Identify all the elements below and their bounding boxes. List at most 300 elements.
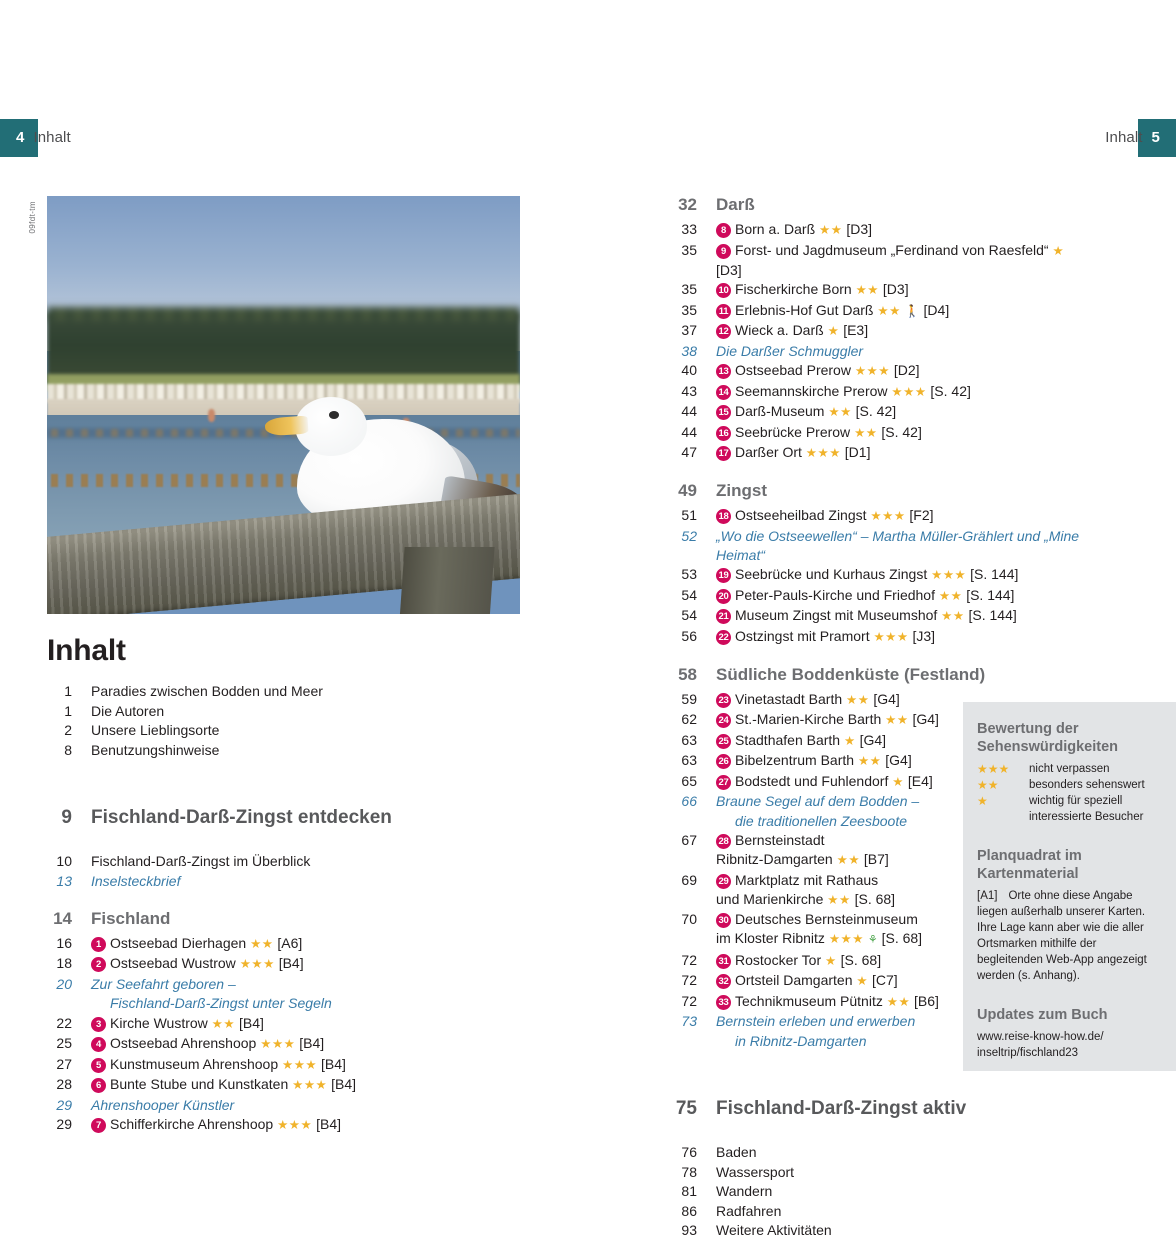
toc-entry[interactable] xyxy=(672,1182,1092,1201)
toc-page-number: 16 xyxy=(56,934,72,951)
rating-legend-row xyxy=(977,761,1161,777)
seagull-photo xyxy=(47,196,520,614)
running-head-right xyxy=(1105,129,1160,146)
toc-feature-entry[interactable] xyxy=(47,994,517,1013)
map-square-reference: [D1] xyxy=(844,444,871,460)
toc-page-number: 10 xyxy=(56,853,72,869)
sight-number-badge: 25 xyxy=(716,734,731,749)
toc-entry-label: 26 Bibelzentrum Barth ★★ [G4] xyxy=(716,751,1092,771)
map-square-reference: [G4] xyxy=(912,711,939,727)
toc-entry-label: 6 Bunte Stube und Kunstkaten ★★★ [B4] xyxy=(91,1075,517,1095)
toc-entry[interactable] xyxy=(672,586,1092,606)
toc-page-number: 37 xyxy=(681,322,697,338)
toc-entry-label: 32 Ortsteil Damgarten ★ [C7] xyxy=(716,971,1092,991)
toc-feature-entry[interactable] xyxy=(672,342,1092,361)
toc-page-number: 75 xyxy=(675,1098,697,1119)
toc-entry-label: 5 Kunstmuseum Ahrenshoop ★★★ [B4] xyxy=(91,1055,517,1075)
sight-number-badge: 22 xyxy=(716,630,731,645)
star-rating: ★★ xyxy=(877,303,901,318)
map-square-reference: [G4] xyxy=(885,752,912,768)
star-rating: ★★★ xyxy=(292,1078,328,1092)
map-square-reference: [A6] xyxy=(277,934,303,951)
sight-number-badge: 3 xyxy=(91,1017,106,1032)
toc-page-number: 49 xyxy=(678,481,697,500)
star-rating: ★★★ xyxy=(828,932,864,946)
star-rating: ★★ xyxy=(857,754,882,768)
map-square-reference: [B4] xyxy=(316,1116,341,1132)
sight-number-badge: 16 xyxy=(716,426,731,441)
toc-entry[interactable] xyxy=(47,1115,517,1135)
toc-entry-label: 1 Ostseebad Dierhagen ★★ [A6] xyxy=(91,934,517,954)
toc-entry-label: 11 Erlebnis-Hof Gut Darß ★★ 🚶 [D4] xyxy=(716,301,1092,321)
toc-entry-label: 28 Bernsteinstadt Ribnitz-Damgarten ★★ [B7] xyxy=(716,832,889,867)
star-rating: ★★★ xyxy=(805,446,841,460)
map-square-reference: [B7] xyxy=(863,851,889,867)
toc-part-heading[interactable] xyxy=(672,1094,1092,1124)
star-rating: ★ xyxy=(892,774,904,789)
updates-title: Updates zum Buch xyxy=(977,1007,1108,1023)
sight-number-badge: 7 xyxy=(91,1118,106,1133)
toc-feature-continuation: Fischland-Darß-Zingst unter Segeln xyxy=(110,995,332,1011)
toc-entry-label: Braune Segel auf dem Bodden – xyxy=(716,793,920,809)
star-rating: ★ xyxy=(843,733,856,748)
toc-page-number: 44 xyxy=(681,423,697,440)
toc-entry-label: 16 Seebrücke Prerow ★★ [S. 42] xyxy=(716,423,1092,443)
star-rating: ★★ xyxy=(886,994,911,1009)
sight-number-badge: 18 xyxy=(716,509,731,524)
toc-entry-label: 29 Marktplatz mit Rathaus und Marienkirche ★★ [S. 68] xyxy=(716,871,896,907)
toc-page-number: 29 xyxy=(56,1116,72,1132)
toc-entry[interactable] xyxy=(47,954,517,974)
map-square-reference: [B4] xyxy=(238,1014,264,1031)
map-square-reference: [S. 42] xyxy=(930,382,971,399)
map-square-reference: [B4] xyxy=(278,955,304,971)
toc-entry-label: 30 Deutsches Bernsteinmuseum im Kloster Ribnitz ★★★ ⚘ [S. 68] xyxy=(716,911,923,946)
toc-spacer xyxy=(47,760,517,779)
toc-page-number: 54 xyxy=(681,586,697,603)
toc-entry-label-line2: und Marienkirche xyxy=(716,890,828,907)
toc-page-number: 66 xyxy=(681,793,697,809)
toc-entry-label: Baden xyxy=(716,1144,757,1160)
toc-entry-label: Die Autoren xyxy=(91,702,165,719)
sight-number-badge: 23 xyxy=(716,693,731,708)
map-square-reference: [J3] xyxy=(912,627,936,644)
toc-entry-label: „Wo die Ostseewellen“ – Martha Müller-Grählert und „Mine Heimat“ xyxy=(716,527,1080,563)
toc-page-number: 2 xyxy=(64,722,72,738)
toc-entry[interactable] xyxy=(672,402,1092,422)
map-square-reference: [D3] xyxy=(882,281,909,297)
star-rating: ★★ xyxy=(846,692,870,707)
toc-page-number: 76 xyxy=(681,1144,697,1160)
toc-entry-label: Bernstein erleben und erwerben xyxy=(716,1013,916,1029)
toc-page-number: 22 xyxy=(56,1014,72,1031)
toc-page-number: 1 xyxy=(64,683,72,699)
star-rating: ★★ xyxy=(885,713,909,727)
updates-url xyxy=(977,1029,1161,1061)
toc-entry-label: 9 Forst- und Jagdmuseum „Ferdinand von Raesfeld“ ★ [D3] xyxy=(716,241,1065,278)
sight-number-badge: 9 xyxy=(716,244,731,259)
star-rating: ★★★ xyxy=(870,509,906,523)
cover-photo-wrap xyxy=(28,196,520,614)
map-square-reference: [G4] xyxy=(873,690,900,707)
toc-entry-label: Ahrenshooper Künstler xyxy=(91,1096,235,1113)
map-square-reference: [S. 144] xyxy=(966,586,1015,603)
rating-legend-title-line1: Bewertung der xyxy=(977,721,1079,737)
toc-entry-label: Wassersport xyxy=(716,1163,795,1180)
map-square-reference: [S. 144] xyxy=(970,566,1019,582)
toc-entry-label: 27 Bodstedt und Fuhlendorf ★ [E4] xyxy=(716,772,1092,792)
left-running-title: Inhalt xyxy=(33,129,71,146)
toc-feature-continuation: die traditionellen Zeesboote xyxy=(735,812,908,829)
star-rating: ★★★ xyxy=(891,384,927,399)
toc-page-number: 28 xyxy=(56,1076,72,1092)
toc-page-number: 51 xyxy=(681,507,697,523)
toc-spacer xyxy=(47,839,517,852)
map-legend-tag: [A1] xyxy=(977,890,998,902)
toc-entry-label: Fischland-Darß-Zingst im Überblick xyxy=(91,853,311,869)
toc-entry[interactable] xyxy=(47,682,517,701)
toc-entry-label: Benutzungshinweise xyxy=(91,741,220,758)
toc-page-number: 18 xyxy=(56,955,72,971)
toc-entry-label: 17 Darßer Ort ★★★ [D1] xyxy=(716,443,1092,463)
toc-entry-label: 15 Darß-Museum ★★ [S. 42] xyxy=(716,402,1092,422)
toc-page-number: 81 xyxy=(681,1183,697,1199)
star-rating: ★★ xyxy=(828,405,852,419)
map-square-reference: [D4] xyxy=(923,301,950,318)
rating-legend-row xyxy=(977,793,1161,809)
star-rating: ★★★ xyxy=(277,1118,313,1132)
map-square-reference: [S. 42] xyxy=(855,403,897,419)
sight-number-badge: 6 xyxy=(91,1078,106,1093)
toc-entry-label: 4 Ostseebad Ahrenshoop ★★★ [B4] xyxy=(91,1034,517,1054)
toc-section-heading[interactable] xyxy=(672,478,1092,504)
left-page-number: 4 xyxy=(16,129,25,146)
sight-number-badge: 29 xyxy=(716,874,731,889)
sight-number-badge: 24 xyxy=(716,713,731,728)
toc-page-number: 54 xyxy=(681,607,697,623)
rating-legend-label: wichtig für speziell xyxy=(1029,795,1123,807)
toc-page-number: 33 xyxy=(681,221,697,237)
map-square-reference: [G4] xyxy=(859,731,887,748)
toc-entry-label: Südliche Boddenküste (Festland) xyxy=(716,664,986,684)
toc-entry-label: 14 Seemannskirche Prerow ★★★ [S. 42] xyxy=(716,382,1092,402)
seagull-eye xyxy=(329,411,339,419)
toc-entry[interactable] xyxy=(47,934,517,954)
toc-page-number: 72 xyxy=(681,951,697,968)
toc-page-number: 67 xyxy=(681,832,697,848)
map-square-reference: [E3] xyxy=(843,322,869,338)
running-head-left xyxy=(16,129,71,146)
toc-page-number: 35 xyxy=(681,241,697,258)
child-friendly-icon: 🚶 xyxy=(904,303,920,318)
toc-entry-label: Fischland-Darß-Zingst aktiv xyxy=(716,1098,967,1119)
toc-entry[interactable] xyxy=(672,627,1092,647)
toc-entry-label: Inselsteckbrief xyxy=(91,872,181,889)
toc-entry-label: 20 Peter-Pauls-Kirche und Friedhof ★★ [S. 144] xyxy=(716,586,1092,606)
sight-number-badge: 5 xyxy=(91,1058,106,1073)
toc-entry-label: 31 Rostocker Tor ★ [S. 68] xyxy=(716,951,1092,971)
page-title: Inhalt xyxy=(47,634,126,667)
map-square-reference: [D3] xyxy=(846,221,873,237)
toc-entry[interactable] xyxy=(47,1014,517,1034)
toc-page-number: 1 xyxy=(64,702,72,719)
toc-page-number: 43 xyxy=(681,382,697,399)
toc-entry[interactable] xyxy=(47,741,517,760)
map-legend-body: Orte ohne diese Angabe liegen außerhalb unserer Karten. Ihre Lage kann aber wie die aller Ortsmarken mithilfe der begleitenden Web-App angezeigt werden (s. Anhang). xyxy=(977,890,1147,982)
toc-section-heading[interactable] xyxy=(672,192,1092,218)
rating-legend-row xyxy=(977,777,1161,793)
sight-number-badge: 28 xyxy=(716,834,731,849)
toc-entry-label: 10 Fischerkirche Born ★★ [D3] xyxy=(716,280,1092,300)
toc-page-number: 93 xyxy=(681,1222,697,1238)
sight-number-badge: 19 xyxy=(716,568,731,583)
star-rating: ★★ xyxy=(836,853,861,867)
map-square-reference: [B4] xyxy=(321,1055,346,1072)
toc-spacer xyxy=(672,1130,1092,1143)
toc-page-number: 65 xyxy=(681,772,697,789)
right-running-title: Inhalt xyxy=(1105,129,1143,146)
rating-legend-rows xyxy=(977,761,1161,825)
toc-page-number: 8 xyxy=(64,741,72,758)
star-rating: ★ xyxy=(856,974,869,988)
star-rating: ★★★ xyxy=(282,1057,318,1072)
map-square-reference: [B4] xyxy=(331,1076,357,1092)
toc-page-number: 72 xyxy=(681,992,697,1009)
toc-entry-label: Paradies zwischen Bodden und Meer xyxy=(91,683,323,699)
toc-page-number: 52 xyxy=(681,527,697,544)
sight-number-badge: 33 xyxy=(716,995,731,1010)
toc-entry-label: 7 Schifferkirche Ahrenshoop ★★★ [B4] xyxy=(91,1115,517,1135)
toc-page-number: 78 xyxy=(681,1163,697,1180)
map-square-reference: [D2] xyxy=(893,362,920,378)
star-rating: ★★ xyxy=(250,936,274,951)
toc-page-number: 13 xyxy=(56,872,72,889)
star-rating: ★★ xyxy=(941,609,965,623)
map-square-reference: [S. 42] xyxy=(881,423,922,440)
map-square-reference: [F2] xyxy=(909,507,934,523)
toc-page-number: 27 xyxy=(56,1055,72,1072)
toc-page-number: 69 xyxy=(681,871,697,888)
toc-entry[interactable] xyxy=(672,1221,1092,1240)
sight-number-badge: 27 xyxy=(716,775,731,790)
map-legend-text xyxy=(977,888,1161,984)
map-square-reference: [S. 68] xyxy=(881,930,923,946)
star-rating: ★★ xyxy=(938,588,963,603)
map-square-reference: [S. 68] xyxy=(854,890,896,907)
toc-section-heading[interactable] xyxy=(47,906,517,932)
sight-number-badge: 4 xyxy=(91,1037,106,1052)
toc-page-number: 53 xyxy=(681,566,697,582)
map-square-reference: [B4] xyxy=(299,1035,325,1051)
toc-entry[interactable] xyxy=(672,361,1092,381)
photo-credit: 09fdt-tm xyxy=(28,201,37,234)
toc-entry[interactable] xyxy=(47,702,517,721)
toc-entry-label: Zur Seefahrt geboren – xyxy=(91,975,236,992)
toc-page-number: 40 xyxy=(681,362,697,378)
star-rating: ★★ xyxy=(819,223,843,237)
nature-award-icon: ⚘ xyxy=(867,934,878,946)
toc-feature-entry[interactable] xyxy=(47,975,517,994)
rating-legend-label: nicht verpassen xyxy=(1029,763,1110,775)
rating-legend-stars xyxy=(977,809,1029,825)
toc-feature-entry[interactable] xyxy=(47,872,517,891)
toc-page-number: 29 xyxy=(56,1096,72,1113)
sight-number-badge: 10 xyxy=(716,283,731,298)
toc-entry[interactable] xyxy=(47,852,517,871)
toc-entry-label: Fischland xyxy=(91,908,171,928)
toc-feature-continuation: in Ribnitz-Damgarten xyxy=(735,1032,867,1049)
toc-entry-label: Weitere Aktivitäten xyxy=(716,1222,832,1238)
sight-number-badge: 21 xyxy=(716,609,731,624)
sight-number-badge: 31 xyxy=(716,954,731,969)
star-rating: ★ xyxy=(827,324,840,338)
rating-legend-row xyxy=(977,809,1161,825)
photo-swimmer-1 xyxy=(208,409,215,422)
toc-entry-label: 13 Ostseebad Prerow ★★★ [D2] xyxy=(716,361,1092,381)
toc-entry-label: 25 Stadthafen Barth ★ [G4] xyxy=(716,731,1092,751)
sight-number-badge: 26 xyxy=(716,754,731,769)
toc-page-number: 25 xyxy=(56,1035,72,1051)
sight-number-badge: 15 xyxy=(716,405,731,420)
toc-page-number: 86 xyxy=(681,1202,697,1219)
sight-number-badge: 17 xyxy=(716,446,731,461)
toc-entry-label: Fischland-Darß-Zingst entdecken xyxy=(91,807,392,828)
star-rating: ★★★ xyxy=(239,957,275,971)
rating-legend-title xyxy=(977,720,1161,756)
toc-entry[interactable] xyxy=(672,301,1092,321)
toc-entry-label: Wandern xyxy=(716,1183,773,1199)
star-rating: ★★★ xyxy=(931,568,967,582)
map-square-reference: [S. 144] xyxy=(968,607,1017,623)
star-rating: ★ xyxy=(825,953,837,968)
toc-entry[interactable] xyxy=(672,241,1092,280)
map-square-reference: [S. 68] xyxy=(840,951,882,968)
toc-entry[interactable] xyxy=(672,423,1092,443)
toc-part-heading[interactable] xyxy=(47,803,517,833)
toc-entry-label: 12 Wieck a. Darß ★ [E3] xyxy=(716,321,1092,341)
toc-page-number: 63 xyxy=(681,731,697,748)
toc-entry-label xyxy=(91,994,517,1013)
star-rating: ★ xyxy=(1052,243,1065,258)
star-rating: ★★★ xyxy=(854,364,890,378)
star-rating: ★★ xyxy=(855,283,880,297)
rating-legend-title-line2: Sehenswürdigkeiten xyxy=(977,739,1119,755)
sight-number-badge: 20 xyxy=(716,589,731,604)
updates-url-line2: inseltrip/fischland23 xyxy=(977,1047,1079,1059)
toc-entry[interactable] xyxy=(672,506,1092,526)
rating-legend-stars: ★ xyxy=(977,794,988,808)
toc-page-number: 62 xyxy=(681,711,697,727)
sight-number-badge: 11 xyxy=(716,304,731,319)
toc-entry-label: 23 Vinetastadt Barth ★★ [G4] xyxy=(716,690,1092,710)
updates-url-line1: www.reise-know-how.de/ xyxy=(977,1031,1104,1043)
toc-entry[interactable] xyxy=(672,1163,1092,1182)
toc-entry[interactable] xyxy=(47,1034,517,1054)
toc-page-number: 56 xyxy=(681,627,697,644)
toc-entry-label: 22 Ostzingst mit Pramort ★★★ [J3] xyxy=(716,627,1092,647)
toc-entry[interactable] xyxy=(672,1143,1092,1162)
toc-page-number: 32 xyxy=(678,195,697,214)
sight-number-badge: 2 xyxy=(91,957,106,972)
sight-number-badge: 13 xyxy=(716,364,731,379)
toc-page-number: 70 xyxy=(681,911,697,927)
toc-entry[interactable] xyxy=(672,1202,1092,1221)
toc-entry[interactable] xyxy=(47,1055,517,1075)
toc-entry-label: 33 Technikmuseum Pütnitz ★★ [B6] xyxy=(716,992,1092,1012)
toc-entry[interactable] xyxy=(47,721,517,740)
toc-page-number: 38 xyxy=(681,342,697,359)
sight-number-badge: 32 xyxy=(716,974,731,989)
map-square-reference: [C7] xyxy=(871,972,898,988)
toc-entry[interactable] xyxy=(672,321,1092,341)
toc-left-column xyxy=(47,634,517,1136)
toc-entry-label: Radfahren xyxy=(716,1202,782,1219)
toc-entry-label: 8 Born a. Darß ★★ [D3] xyxy=(716,220,1092,240)
toc-page-number: 47 xyxy=(681,444,697,460)
rating-legend-label: interessierte Besucher xyxy=(1029,811,1144,823)
toc-entry[interactable] xyxy=(672,280,1092,300)
toc-entry-label-line2: im Kloster Ribnitz xyxy=(716,930,829,946)
rating-legend-label: besonders sehenswert xyxy=(1029,779,1145,791)
toc-left-entries xyxy=(47,682,517,1135)
toc-entry-label: Die Darßer Schmuggler xyxy=(716,342,864,359)
toc-page-number: 9 xyxy=(61,807,72,828)
toc-page-number: 59 xyxy=(681,690,697,707)
star-rating: ★★★ xyxy=(260,1037,296,1051)
toc-entry[interactable] xyxy=(47,1075,517,1095)
toc-entry-label: Unsere Lieblingsorte xyxy=(91,722,220,738)
toc-entry[interactable] xyxy=(672,565,1092,585)
rating-legend-stars: ★★ xyxy=(977,778,999,792)
toc-entry[interactable] xyxy=(672,382,1092,402)
map-legend-title: Planquadrat im Kartenmaterial xyxy=(977,848,1082,882)
sight-number-badge: 30 xyxy=(716,913,731,928)
toc-page-number: 14 xyxy=(53,908,72,928)
toc-page-number: 72 xyxy=(681,972,697,988)
toc-feature-entry[interactable] xyxy=(47,1096,517,1115)
toc-entry-label: 3 Kirche Wustrow ★★ [B4] xyxy=(91,1014,517,1034)
toc-entry[interactable] xyxy=(672,606,1092,626)
toc-page-number: 58 xyxy=(678,664,697,684)
toc-entry[interactable] xyxy=(672,220,1092,240)
sight-number-badge: 8 xyxy=(716,223,731,238)
toc-entry-label: Zingst xyxy=(716,481,767,500)
toc-entry-label: 19 Seebrücke und Kurhaus Zingst ★★★ [S. 144] xyxy=(716,565,1092,585)
toc-entry[interactable] xyxy=(672,443,1092,463)
toc-entry-label: 21 Museum Zingst mit Museumshof ★★ [S. 144] xyxy=(716,606,1092,626)
map-square-reference: [E4] xyxy=(907,772,933,789)
star-rating: ★★ xyxy=(211,1016,236,1031)
toc-page-number: 35 xyxy=(681,301,697,318)
toc-section-heading[interactable] xyxy=(672,662,1092,688)
star-rating: ★★ xyxy=(827,892,851,907)
right-page-number: 5 xyxy=(1151,129,1160,146)
toc-entry-label: 2 Ostseebad Wustrow ★★★ [B4] xyxy=(91,954,517,974)
photo-railing-post xyxy=(399,547,494,614)
toc-feature-entry[interactable] xyxy=(672,527,1092,565)
toc-page-number: 63 xyxy=(681,752,697,768)
toc-page-number: 35 xyxy=(681,281,697,297)
legend-infobox xyxy=(963,702,1176,1071)
toc-page-number: 44 xyxy=(681,403,697,419)
sight-number-badge: 12 xyxy=(716,324,731,339)
sight-number-badge: 1 xyxy=(91,937,106,952)
map-square-reference: [D3] xyxy=(716,261,742,278)
toc-page-number: 73 xyxy=(681,1013,697,1029)
toc-entry-label: Darß xyxy=(716,195,755,214)
star-rating: ★★ xyxy=(854,425,878,440)
toc-entry-label: 24 St.-Marien-Kirche Barth ★★ [G4] xyxy=(716,710,1092,730)
